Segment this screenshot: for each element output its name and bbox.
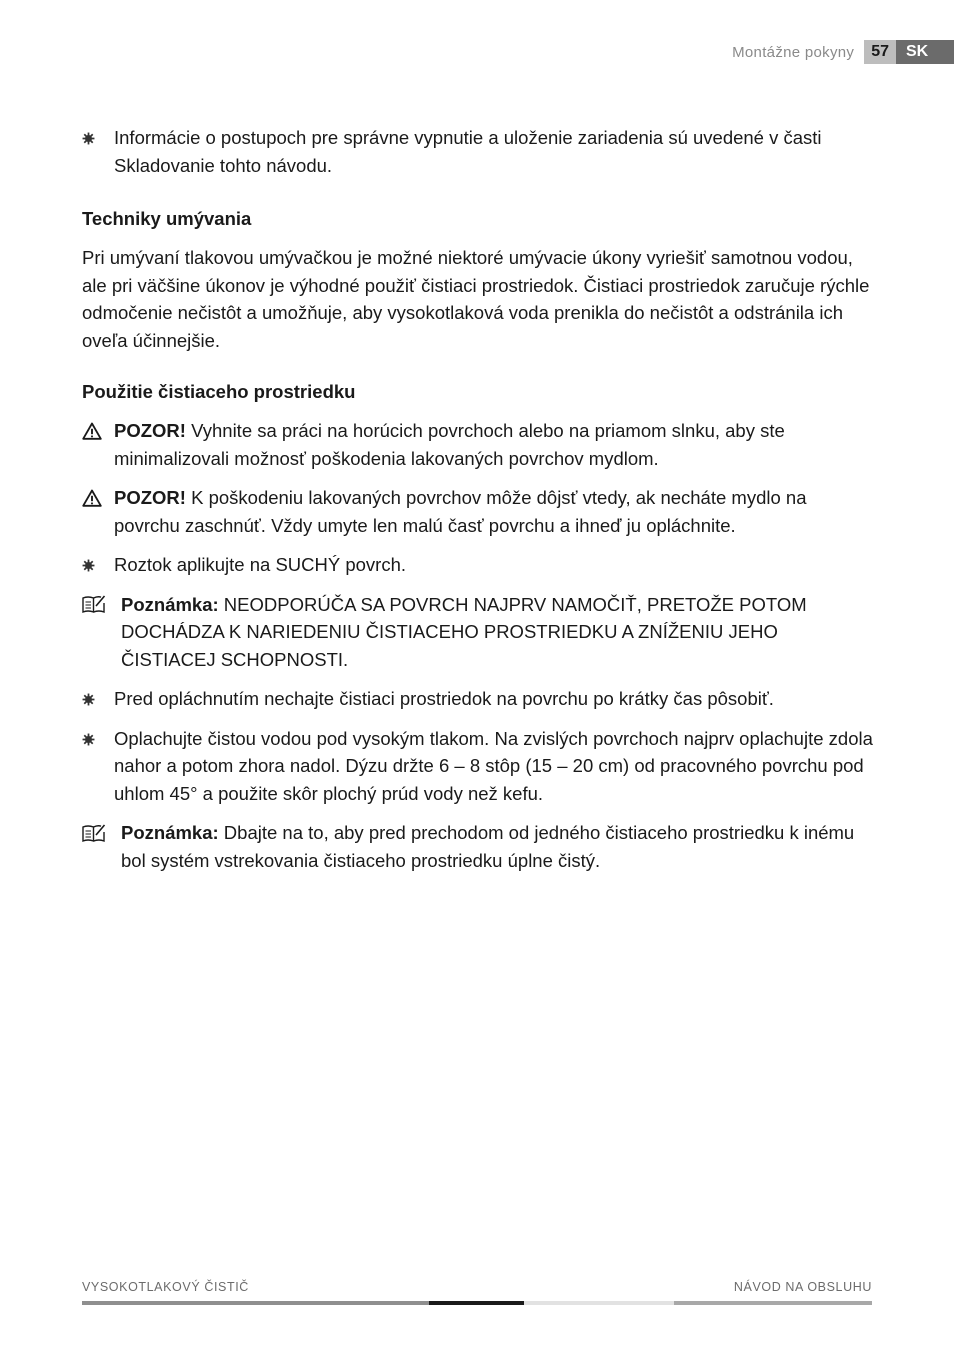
footer-bar-segment <box>429 1301 524 1305</box>
bullet-icon <box>82 124 108 151</box>
header-section-title: Montážne pokyny <box>732 43 855 61</box>
bullet-icon <box>82 685 108 712</box>
footer-bar-segment <box>674 1301 872 1305</box>
warning-text: K poškodeniu lakovaných povrchov môže dôjsť vtedy, ak necháte mydlo na povrchu zaschnúť. Vždy umyte len malú časť povrchu a ihneď ju opláchnite. <box>114 487 807 536</box>
list-item <box>82 124 877 179</box>
note-book-icon <box>82 819 108 846</box>
note-label: Poznámka: <box>121 822 219 843</box>
section-heading-detergent: Použitie čistiaceho prostriedku <box>82 381 356 402</box>
warning-triangle-icon <box>82 484 108 511</box>
list-item-text: Roztok aplikujte na SUCHÝ povrch. <box>114 554 407 575</box>
note-text: Dbajte na to, aby pred prechodom od jedného čistiaceho prostriedku k inému bol systém vstrekovania čistiaceho prostriedku úplne čistý. <box>121 822 855 871</box>
list-item <box>82 725 877 808</box>
list-item-text: Oplachujte čistou vodou pod vysokým tlakom. Na zvislých povrchoch najprv oplachujte zdola nahor a potom zhora nadol. Dýzu držte 6 – 8 stôp (15 – 20 cm) od pracovného povrchu pod uhlom 45° a použite skôr plochý prúd vody než kefu. <box>114 727 873 804</box>
footer-product-name: VYSOKOTLAKOVÝ ČISTIČ <box>82 1280 249 1294</box>
list-item-text: Pred opláchnutím nechajte čistiaci prostriedok na povrchu po krátky čas pôsobiť. <box>114 688 774 709</box>
header-page-number: 57 <box>864 40 896 64</box>
note-label: Poznámka: <box>121 593 219 615</box>
techniques-paragraph: Pri umývaní tlakovou umývačkou je možné niektoré umývacie úkony vyriešiť samotnou vodou, ale pri väčšine úkonov je výhodné použiť čistiaci prostriedok. Čistiaci prostriedok zaručuje rýchle odmočenie nečistôt a umožňuje, aby vysokotlaková voda prenikla do nečistôt a odstránila ich oveľa účinnejšie. <box>82 247 870 351</box>
header-language: SK <box>896 40 954 64</box>
list-item <box>82 551 877 579</box>
page-content <box>82 124 877 886</box>
warning-label: POZOR! <box>114 487 186 508</box>
note-book-icon <box>82 591 108 618</box>
note-text: NEODPORÚČA SA POVRCH NAJPRV NAMOČIŤ, PRETOŽE POTOM DOCHÁDZA K NARIEDENIU ČISTIACEHO PROSTRIEDKU A ZNÍŽENIU JEHO ČISTIACEJ SCHOPNOSTI. <box>121 593 807 670</box>
note-item <box>82 819 877 874</box>
list-item-text: Informácie o postupoch pre správne vypnutie a uloženie zariadenia sú uvedené v časti Skladovanie tohto návodu. <box>114 127 822 176</box>
bullet-icon <box>82 725 108 752</box>
footer-bar-segment <box>524 1301 674 1305</box>
footer-divider-bar <box>82 1301 872 1305</box>
warning-item <box>82 417 877 472</box>
warning-triangle-icon <box>82 417 108 444</box>
warning-item <box>82 484 877 539</box>
footer-bar-segment <box>82 1301 429 1305</box>
warning-text: Vyhnite sa práci na horúcich povrchoch alebo na priamom slnku, aby ste minimalizovali možnosť poškodenia lakovaných povrchov mydlom. <box>114 420 785 469</box>
warning-label: POZOR! <box>114 420 186 441</box>
section-heading-techniques: Techniky umývania <box>82 208 252 229</box>
note-item <box>82 591 877 674</box>
bullet-icon <box>82 551 108 578</box>
page-header <box>732 40 954 64</box>
footer-manual-title: NÁVOD NA OBSLUHU <box>733 1280 872 1294</box>
list-item <box>82 685 877 713</box>
